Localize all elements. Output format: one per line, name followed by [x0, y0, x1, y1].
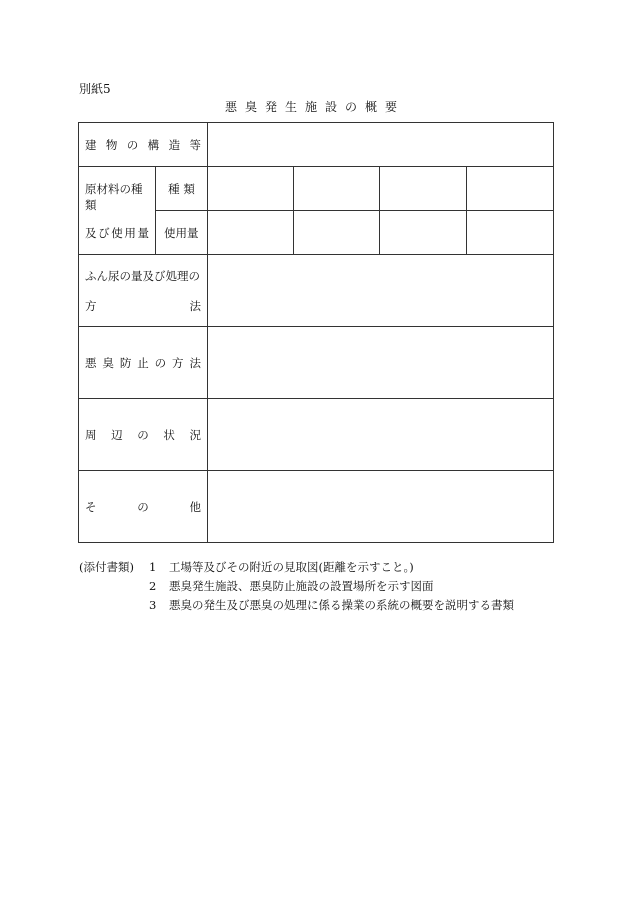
label-char: の [154, 355, 167, 370]
row-surroundings [79, 399, 554, 471]
attachment-number: 1 [149, 560, 157, 574]
surroundings-label-cell [79, 399, 208, 471]
material-label-line1: 原材料の種類 [85, 181, 143, 212]
label-char: 止 [137, 355, 149, 370]
attachment-number: 2 [149, 579, 157, 593]
material-usage-cell-3[interactable] [380, 211, 467, 255]
material-type-cell-4[interactable] [467, 167, 554, 211]
row-odor-prevention [79, 327, 554, 399]
attachment-text: 悪臭発生施設、悪臭防止施設の設置場所を示す図面 [169, 579, 434, 593]
material-type-cell-1[interactable] [208, 167, 294, 211]
waste-input-cell[interactable] [208, 255, 554, 327]
row-waste [79, 255, 554, 327]
material-label-line2 [85, 225, 149, 241]
surroundings-label [85, 427, 201, 443]
label-char: 防 [119, 355, 132, 370]
attachments-section [79, 558, 514, 615]
label-char: 使 [111, 225, 123, 240]
label-char: 建 [85, 137, 97, 152]
label-char: 方 [172, 355, 184, 370]
odor-prevention-label-cell [79, 327, 208, 399]
other-label-cell [79, 471, 208, 543]
page-label: 別紙5 [79, 82, 111, 96]
building-label [85, 137, 201, 153]
building-input-cell[interactable] [208, 123, 554, 167]
label-char: 法 [189, 355, 201, 370]
surroundings-input-cell[interactable] [208, 399, 554, 471]
facility-overview-table [78, 122, 554, 543]
label-char: 状 [163, 427, 175, 442]
material-usage-label: 使用量 [156, 211, 208, 255]
waste-label-line1: ふん尿の量及び処理の [85, 268, 200, 283]
label-char: 及 [85, 225, 97, 240]
attachment-item-3 [79, 596, 514, 615]
waste-label-cell [79, 255, 208, 327]
label-char: 構 [147, 137, 160, 152]
label-char: の [126, 137, 139, 152]
row-material-type [79, 167, 554, 211]
row-building [79, 123, 554, 167]
material-usage-cell-4[interactable] [467, 211, 554, 255]
attachment-item-1 [79, 558, 514, 577]
label-char: 用 [124, 225, 136, 240]
odor-prevention-input-cell[interactable] [208, 327, 554, 399]
label-char: の [137, 427, 149, 442]
attachment-text: 工場等及びその附近の見取図(距離を示すこと。) [169, 560, 414, 574]
label-char: 造 [168, 137, 181, 152]
label-char: 等 [189, 137, 201, 152]
label-char: の [137, 499, 149, 514]
material-type-label: 種 類 [156, 167, 208, 211]
material-type-cell-2[interactable] [294, 167, 380, 211]
attachment-item-2 [79, 577, 514, 596]
label-char: 量 [137, 225, 149, 240]
material-label-cell [79, 167, 156, 255]
building-label-cell [79, 123, 208, 167]
material-usage-cell-2[interactable] [294, 211, 380, 255]
material-usage-cell-1[interactable] [208, 211, 294, 255]
odor-prevention-label [85, 355, 201, 371]
label-char: 周 [85, 427, 97, 442]
label-char: 辺 [111, 427, 123, 442]
row-other [79, 471, 554, 543]
attachment-number: 3 [149, 598, 157, 612]
other-input-cell[interactable] [208, 471, 554, 543]
document-title: 悪臭発生施設の概要 [224, 100, 405, 114]
label-char: 臭 [102, 355, 114, 370]
waste-label-right: 法 [189, 298, 201, 313]
label-char: 悪 [85, 355, 97, 370]
waste-label-left: 方 [85, 298, 97, 313]
material-type-cell-3[interactable] [380, 167, 467, 211]
label-char: 況 [189, 427, 201, 442]
attachments-heading: (添付書類) [79, 560, 134, 574]
attachment-text: 悪臭の発生及び悪臭の処理に係る操業の系統の概要を説明する書類 [169, 598, 514, 612]
label-char: び [98, 225, 110, 240]
label-char: そ [85, 499, 97, 514]
label-char: 他 [189, 499, 201, 514]
other-label [85, 499, 201, 515]
label-char: 物 [105, 137, 118, 152]
